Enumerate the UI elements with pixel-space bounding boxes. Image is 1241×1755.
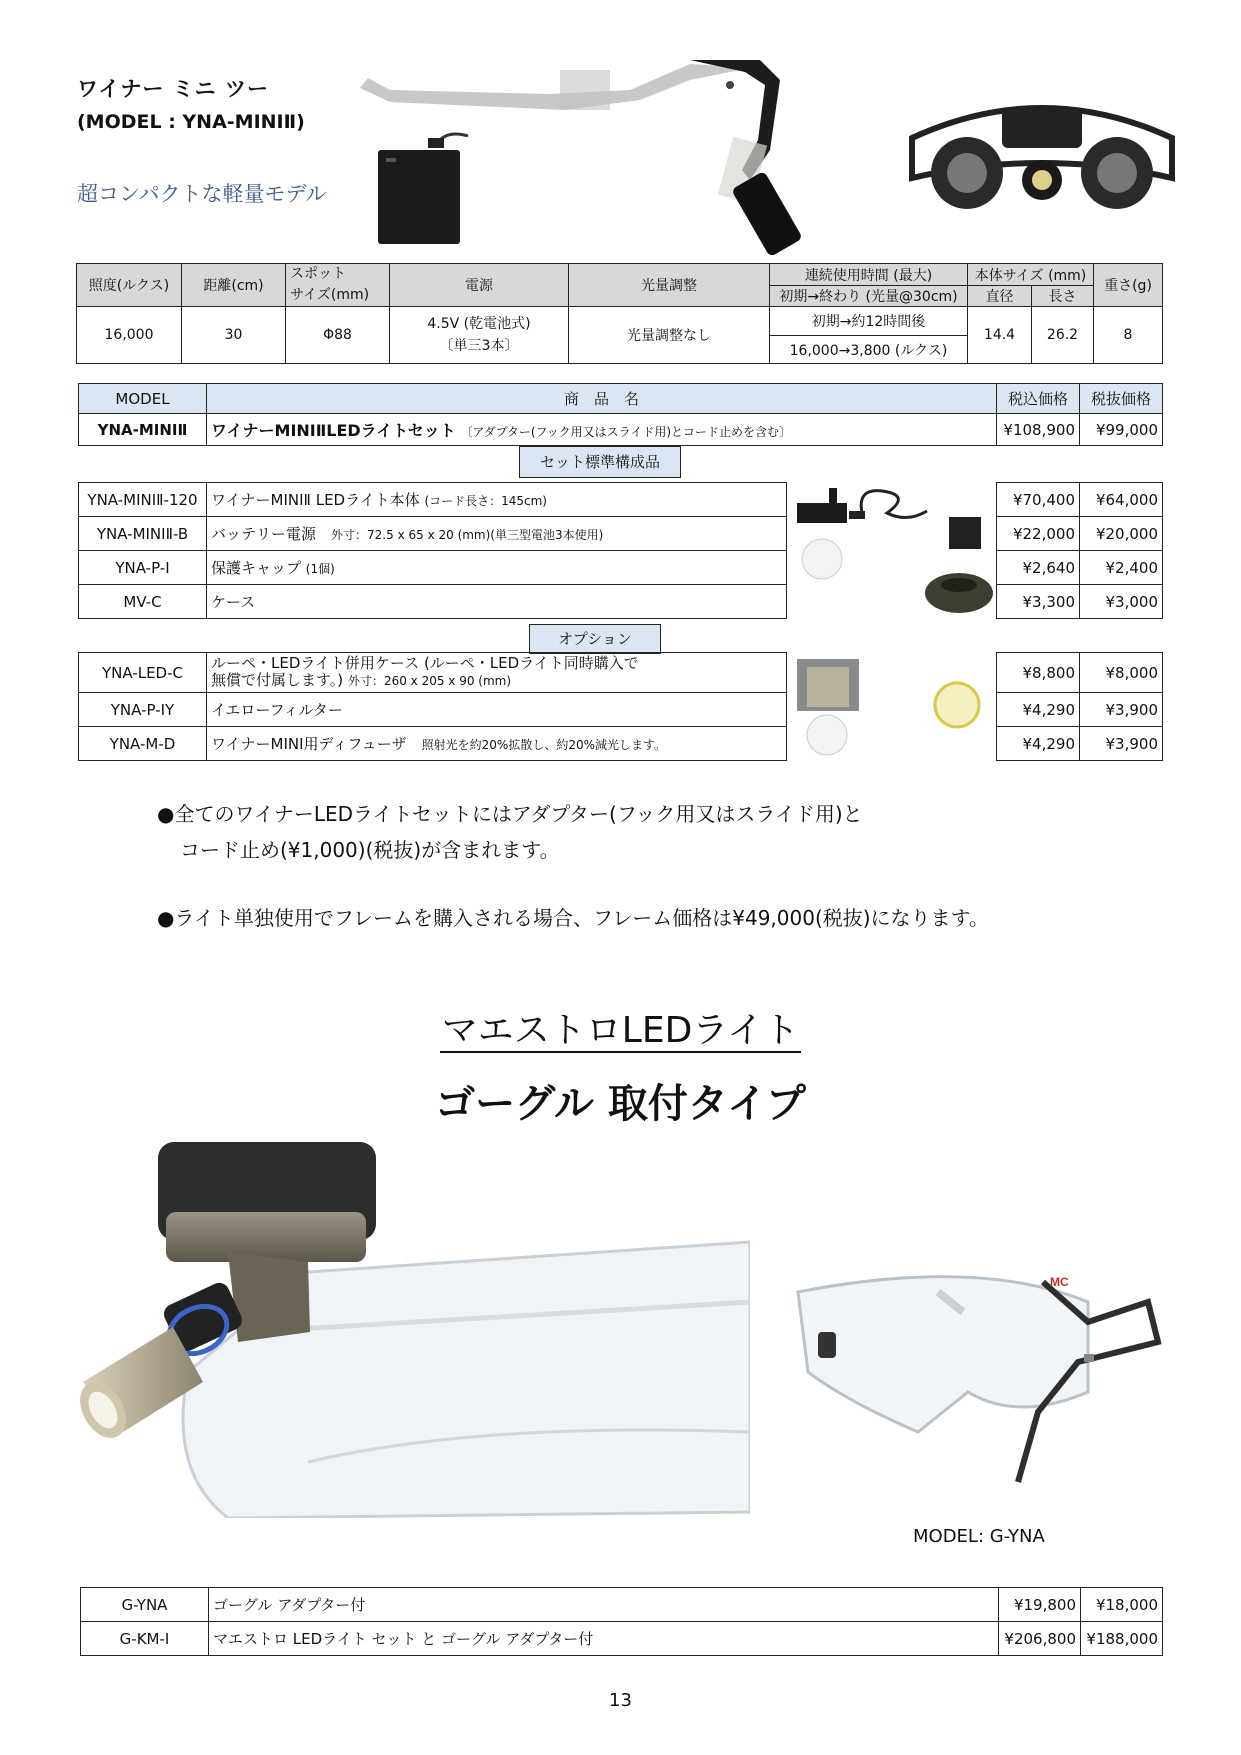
set-item-model: YNA-P-I [79,551,207,585]
section2-title: マエストロLEDライト [441,1010,800,1051]
goggle-name: ゴーグル アダプター付 [209,1588,999,1622]
set-item-tax-included: ¥2,640 [997,551,1080,585]
option-photo-set [787,653,997,761]
goggle-price-table [80,1587,1163,1656]
set-item-tax-included: ¥3,300 [997,585,1080,619]
spec-length: 26.2 [1032,307,1094,364]
head-product-name: 商 品 名 [207,384,997,414]
set-item-note: (コード長さ：145cm) [424,494,547,508]
product-model: (MODEL : YNA-MINIⅡ) [77,111,305,133]
set-item-tax-excluded: ¥2,400 [1080,551,1163,585]
option-model: YNA-LED-C [79,653,207,693]
spec-head-lux: 照度(ルクス) [77,264,182,307]
spec-spot: Φ88 [286,307,390,364]
spec-head-spot: スポット サイズ(mm) [286,264,390,307]
option-tax-excluded: ¥8,000 [1080,653,1163,693]
page-number: 13 [609,1690,632,1711]
set-item-name: ケース [211,593,256,611]
spec-head-length: 長さ [1032,286,1094,307]
set-item-model: MV-C [79,585,207,619]
option-model: YNA-M-D [79,727,207,761]
spec-head-power: 電源 [390,264,569,307]
option-name: ワイナーMINI用ディフューザ [211,735,407,753]
goggle-tax-included: ¥19,800 [999,1588,1081,1622]
head-tax-included: 税込価格 [997,384,1080,414]
product-title: ワイナー ミニ ツー [77,77,269,101]
main-product-name: ワイナーMINIⅡLEDライトセット [211,421,456,440]
option-note: 照射光を約20%拡散し、約20%減光します。 [421,738,667,752]
goggle-tax-excluded: ¥18,000 [1081,1588,1163,1622]
goggle-brand-mark: MC [1050,1275,1069,1289]
spec-distance: 30 [182,307,286,364]
loupe-with-light-photo [902,88,1182,218]
set-item-tax-included: ¥70,400 [997,483,1080,517]
spec-head-runtime: 連続使用時間 (最大) [770,264,968,286]
goggle-tax-included: ¥206,800 [999,1622,1081,1656]
option-name-2: 無償で付属します。) [211,671,344,689]
main-model: YNA-MINIⅡ [79,414,207,446]
set-item-tax-excluded: ¥64,000 [1080,483,1163,517]
set-item-tax-included: ¥22,000 [997,517,1080,551]
goggle-model: G-KM-I [81,1622,209,1656]
set-item-row [79,483,1163,517]
section2-subtitle: ゴーグル 取付タイプ [435,1081,806,1127]
spec-head-diameter: 直径 [968,286,1032,307]
set-items-photos [787,483,997,619]
set-item-model: YNA-MINIⅡ-120 [79,483,207,517]
spec-lux: 16,000 [77,307,182,364]
option-name: イエローフィルター [211,701,343,719]
battery-pack-photo [378,128,478,246]
option-tax-included: ¥4,290 [997,693,1080,727]
spec-head-runtime-sub: 初期→終わり (光量@30cm) [770,286,968,307]
note-adapter: ●全てのワイナーLEDライトセットにはアダプター(フック用又はスライド用)と [157,802,863,826]
set-item-name: バッテリー電源 [211,525,317,543]
option-model: YNA-P-IY [79,693,207,727]
set-item-row [79,551,1163,585]
spec-diameter: 14.4 [968,307,1032,364]
spec-runtime-2: 16,000→3,800 (ルクス) [770,336,968,364]
set-item-row [79,517,1163,551]
product-tagline: 超コンパクトな軽量モデル [77,182,327,206]
set-item-note: 外寸：72.5 x 65 x 20 (mm)(単三型電池3本使用) [331,528,604,542]
section2-title-wrap [0,1002,1241,1053]
spec-dimmer: 光量調整なし [569,307,770,364]
option-photos [787,653,997,761]
spec-power: 4.5V (乾電池式) 〔単三3本〕 [390,307,569,364]
note-adapter-cont: コード止め(¥1,000)(税抜)が含まれます。 [180,838,560,862]
set-item-model: YNA-MINIⅡ-B [79,517,207,551]
maestro-light-goggle-photo [78,1132,750,1518]
goggle-tax-excluded: ¥188,000 [1081,1622,1163,1656]
spec-head-weight: 重さ(g) [1094,264,1163,307]
set-items-table [78,482,1163,619]
set-item-name: ワイナーMINIⅡ LEDライト本体 [211,491,420,509]
goggle-row [81,1622,1163,1656]
goggle-model: G-YNA [81,1588,209,1622]
main-tax-included: ¥108,900 [997,414,1080,446]
spec-head-dimmer: 光量調整 [569,264,770,307]
set-components-label: セット標準構成品 [519,446,681,478]
option-row [79,727,1163,761]
option-tax-included: ¥8,800 [997,653,1080,693]
product-table [78,383,1163,446]
goggle-photo [788,1262,1168,1512]
option-tax-excluded: ¥3,900 [1080,693,1163,727]
set-item-note: (1個) [305,562,335,576]
note-frame-price: ●ライト単独使用でフレームを購入される場合、フレーム価格は¥49,000(税抜)になります。 [157,906,989,930]
spec-head-distance: 距離(cm) [182,264,286,307]
spec-runtime-1: 初期→約12時間後 [770,307,968,336]
set-item-row [79,585,1163,619]
option-name: ルーペ・LEDライト併用ケース (ルーペ・LEDライト同時購入で [211,654,639,672]
main-product-note: 〔アダプター(フック用又はスライド用)とコード止めを含む〕 [460,425,792,439]
set-item-tax-excluded: ¥20,000 [1080,517,1163,551]
option-tax-included: ¥4,290 [997,727,1080,761]
head-tax-excluded: 税抜価格 [1080,384,1163,414]
option-row [79,693,1163,727]
set-item-name: 保護キャップ [211,559,302,577]
option-row [79,653,1163,693]
set-item-tax-excluded: ¥3,000 [1080,585,1163,619]
spec-table [76,263,1163,364]
goggle-model-caption: MODEL: G-YNA [913,1526,1045,1547]
spec-weight: 8 [1094,307,1163,364]
main-tax-excluded: ¥99,000 [1080,414,1163,446]
goggle-row [81,1588,1163,1622]
goggle-name: マエストロ LEDライト セット と ゴーグル アダプター付 [209,1622,999,1656]
main-product [207,414,997,446]
option-note: 外寸：260 x 205 x 90 (mm) [347,674,512,688]
spec-head-size: 本体サイズ (mm) [968,264,1094,286]
set-photos [787,483,997,619]
option-label: オプション [529,624,661,654]
option-items-table [78,652,1163,761]
option-tax-excluded: ¥3,900 [1080,727,1163,761]
head-model: MODEL [79,384,207,414]
